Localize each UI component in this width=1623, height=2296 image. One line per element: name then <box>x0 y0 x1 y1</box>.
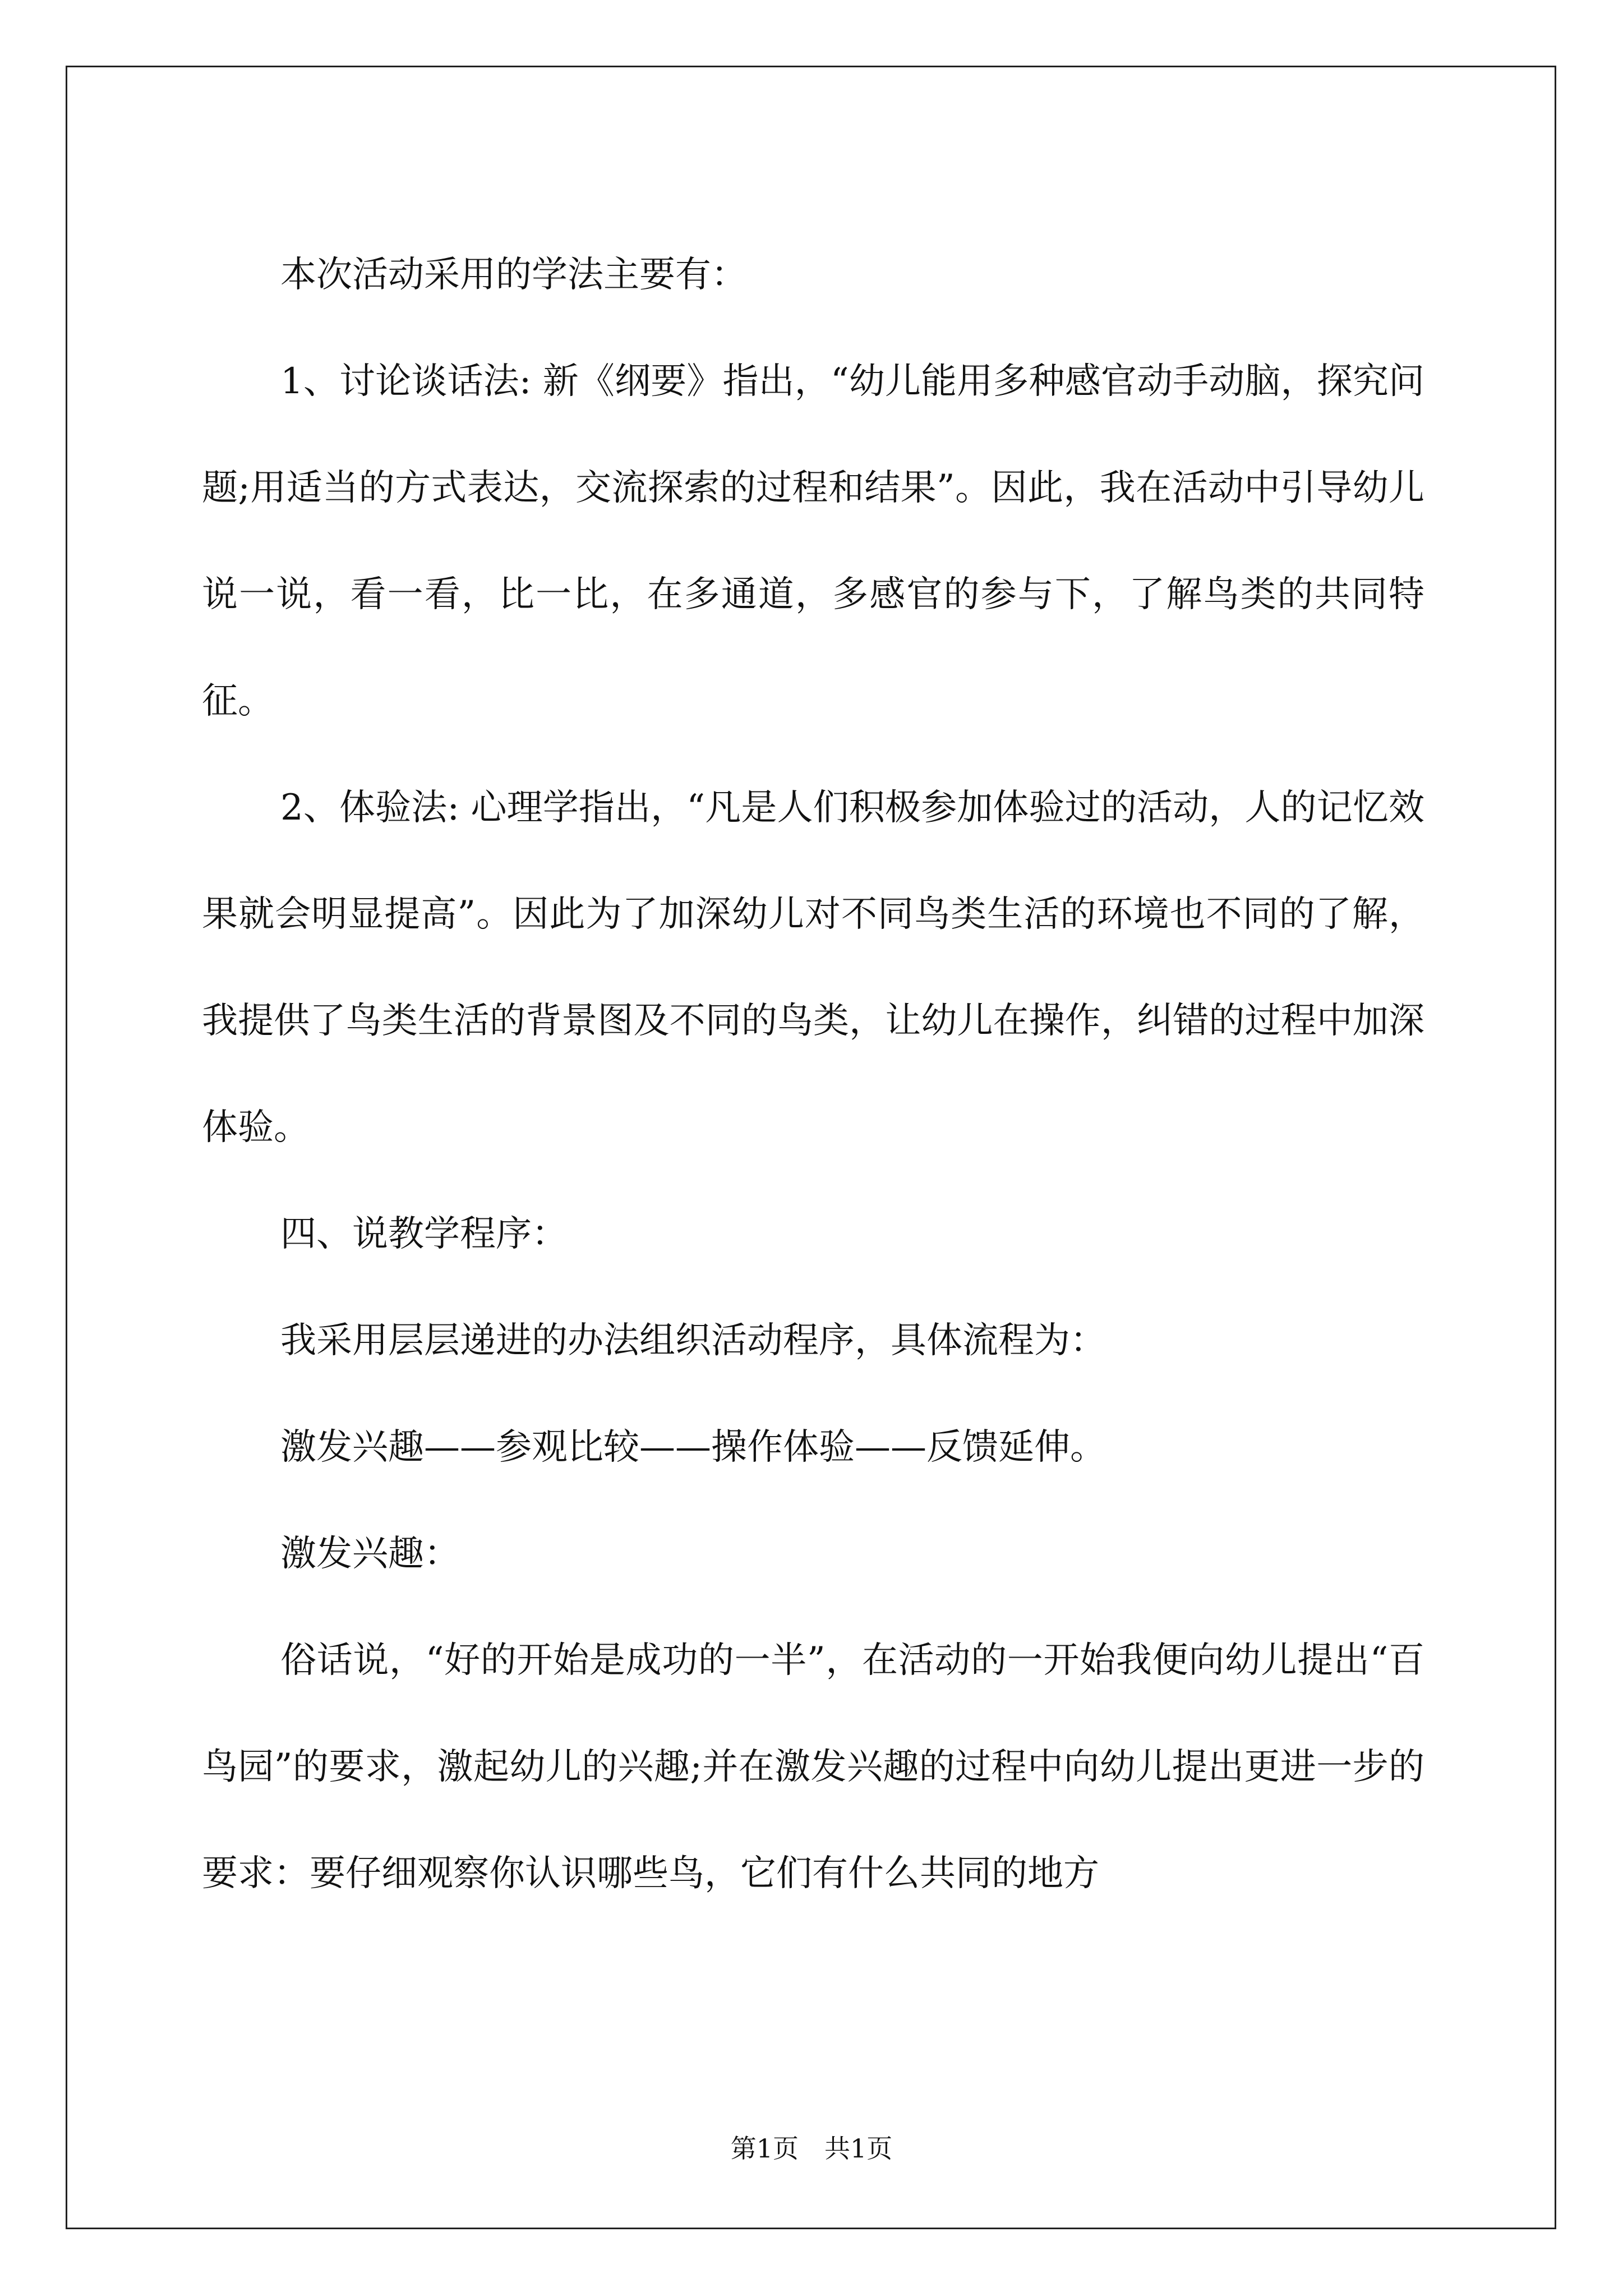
paragraph-procedure-flow: 激发兴趣——参观比较——操作体验——反馈延伸。 <box>280 1427 1106 1468</box>
page-footer <box>0 2132 1623 2165</box>
paragraph-stimulate-interest-body: 俗话说，“好的开始是成功的一半”，在活动的一开始我便向幼儿提出“百鸟园”的要求，激起幼儿的兴趣;并在激发兴趣的过程中向幼儿提出更进一步的要求：要仔细观察你认识哪些鸟，它们有什么共同的地方 <box>202 1640 1424 1894</box>
document-body <box>202 222 1424 1927</box>
paragraph-teaching-procedure-heading: 四、说教学程序： <box>280 1213 568 1255</box>
paragraph-stimulate-interest-heading: 激发兴趣： <box>280 1533 460 1575</box>
paragraph-discussion-method: 1、讨论谈话法: 新《纲要》指出，“幼儿能用多种感官动手动脑，探究问题;用适当的方式表达，交流探索的过程和结果”。因此，我在活动中引导幼儿说一说，看一看，比一比，在多通道，多感官的参与下，了解鸟类的共同特征。 <box>202 361 1424 722</box>
page-number: 第1页 <box>730 2133 799 2164</box>
paragraph-experience-method: 2、体验法: 心理学指出，“凡是人们积极参加体验过的活动，人的记忆效果就会明显提高”。因此为了加深幼儿对不同鸟类生活的环境也不同的了解，我提供了鸟类生活的背景图及不同的鸟类，让幼儿在操作，纠错的过程中加深体验。 <box>202 787 1424 1148</box>
paragraph-procedure-intro: 我采用层层递进的办法组织活动程序，具体流程为： <box>280 1320 1106 1361</box>
paragraph-study-methods-intro: 本次活动采用的学法主要有： <box>280 254 747 296</box>
page-total: 共1页 <box>824 2133 893 2164</box>
